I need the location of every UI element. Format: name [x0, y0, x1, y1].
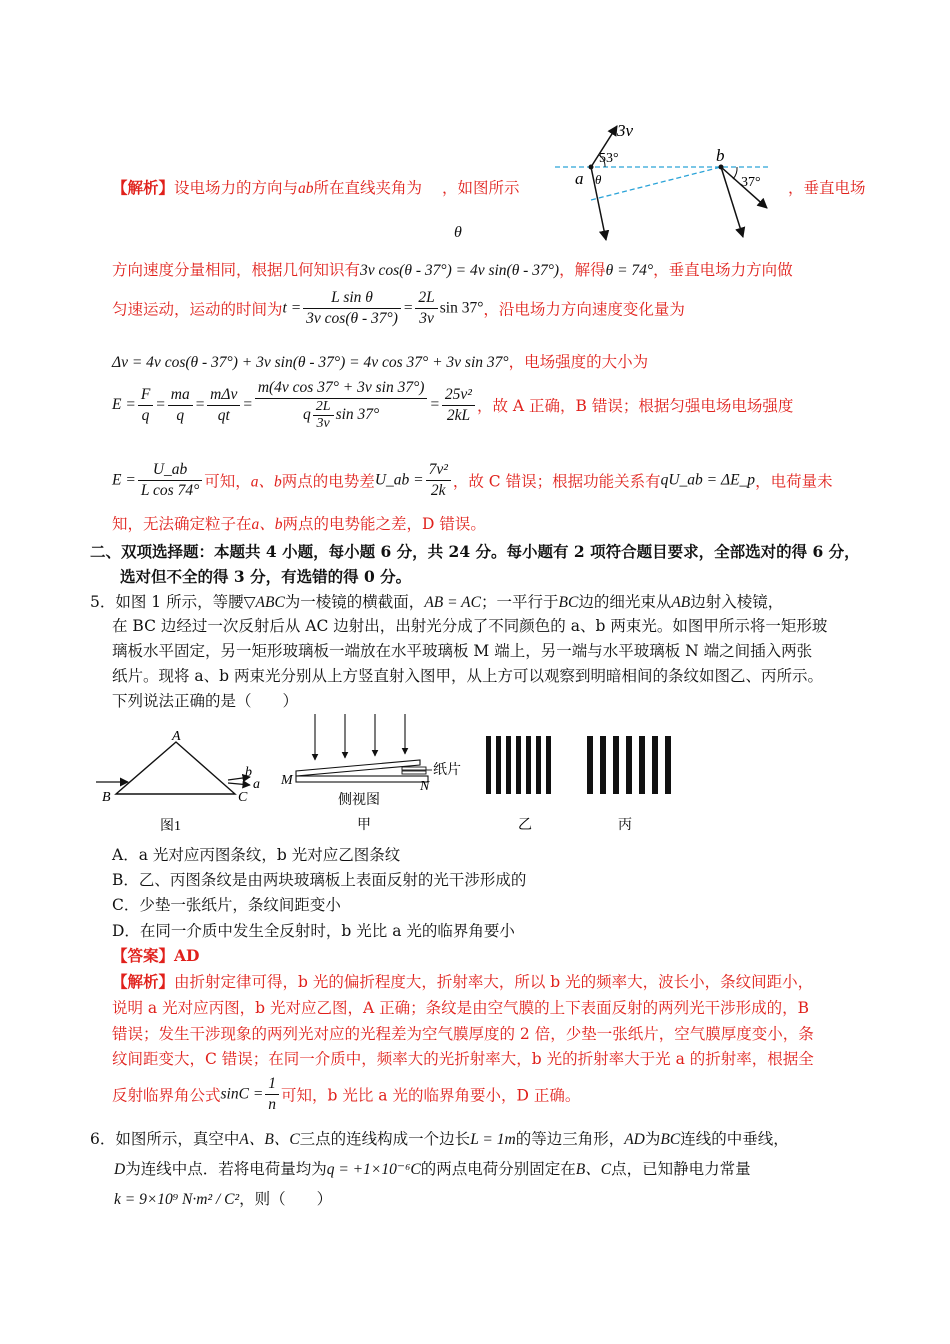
- q5-answer: 【答案】AD: [112, 946, 200, 965]
- q6-line2: D为连线中点．若将电荷量均为q = +1×10⁻⁶C的两点电荷分别固定在B、C点，已知静电力常量: [114, 1160, 751, 1178]
- point-a: [589, 165, 594, 170]
- time-fraction: $\frac{\text{L sin θ}}{\text{3v cos(θ - 37°)}}$: [303, 288, 401, 329]
- top-glass-plate: [296, 760, 420, 776]
- frac-Uab-Lcos: $\frac{U\_ab}{\text{L cos 74°}}$: [138, 460, 202, 501]
- label-3v: 3v: [617, 121, 634, 140]
- label-b: b: [716, 146, 725, 165]
- caption-bing: 丙: [618, 818, 632, 833]
- figure-jia-side-view: [278, 710, 478, 835]
- figure-bing-fringes: [584, 736, 674, 836]
- label-B: B: [102, 790, 111, 805]
- prism-triangle: [116, 742, 235, 794]
- frac-1-n: $\frac{1}{n}$: [265, 1074, 279, 1115]
- figure-1-prism: [90, 728, 275, 838]
- q4-analysis-line3: 匀速运动，运动的时间为t = $\frac{\text{L sin θ}}{\text{3v cos(θ - 37°)}}$ = $\frac{2L}{3v}$ sin 37°，沿电场力方向速度变化量为: [112, 289, 685, 327]
- q5-line4: 纸片。现将 a、b 两束光分别从上方竖直射入图甲，从上方可以观察到明暗相间的条纹如图乙、丙所示。: [112, 667, 824, 685]
- vector-diagram: [555, 118, 785, 248]
- q5-option-d[interactable]: D．在同一介质中发生全反射时，b 光比 a 光的临界角要小: [112, 922, 515, 940]
- q5-option-c[interactable]: C．少垫一张纸片，条纹间距变小: [112, 896, 341, 914]
- q6-line3: k = 9×10⁹ N·m² / C²，则（ ）: [114, 1190, 333, 1208]
- q4-analysis-line1: 【解析】设电场力的方向与ab所在直线夹角为 ，如图所示: [112, 178, 520, 197]
- q5-option-a[interactable]: A．a 光对应丙图条纹，b 光对应乙图条纹: [112, 846, 401, 864]
- caption-jia: 甲: [357, 818, 371, 833]
- figure-yi-fringes: [484, 736, 564, 836]
- q5-line3: 璃板水平固定，另一矩形玻璃板一端放在水平玻璃板 M 端上，另一端与水平玻璃板 N 端之间插入两张: [112, 642, 813, 660]
- q4-analysis-line5: E = $\frac{F}{q}$ = $\frac{ma}{q}$ = $\frac{\text{mΔv}}{qt}$ = m(4v cos 37° + 3v sin 37°) q $\frac{2L}{3v}$ sin 37° = $\frac{\text{25v²}}{2kL}$ ，故 A 正确，B 错误；根据匀强电场电场强度: [112, 379, 794, 431]
- q5-analysis-line3: 错误；发生干涉现象的两列光对应的光程差为空气膜厚度的 2 倍，少垫一张纸片，空气膜厚度变小，条: [112, 1025, 814, 1043]
- label-theta: θ: [595, 172, 602, 187]
- q5-line1: 5．如图 1 所示，等腰▽ABC为一棱镜的横截面，AB = AC；一平行于BC边的细光束从AB边射入棱镜，: [90, 593, 784, 611]
- frac-F-q: $\frac{F}{q}$: [138, 385, 153, 426]
- q5-analysis-line2: 说明 a 光对应丙图，b 光对应乙图，A 正确；条纹是由空气膜的上下表面反射的两列光干涉形成的，B: [112, 999, 809, 1017]
- q5-line5: 下列说法正确的是（ ）: [112, 692, 299, 710]
- q4-analysis-line7: 知，无法确定粒子在a、b两点的电势能之差，D 错误。: [112, 515, 486, 533]
- label-b: b: [245, 765, 252, 780]
- label-side-view: 侧视图: [338, 793, 380, 808]
- label-37: 37°: [741, 175, 761, 190]
- frac-mdv-qt: $\frac{\text{mΔv}}{qt}$: [207, 385, 240, 426]
- q4-analysis-line6: E = $\frac{U\_ab}{\text{L cos 74°}}$ 可知，a、b两点的电势差U_ab = $\frac{\text{7v²}}{2k}$ ，故 C 错误；根据功能关系有qU_ab = ΔE_p，电荷量未: [112, 461, 833, 499]
- ray-a: [228, 783, 250, 785]
- bottom-glass-plate: [296, 776, 428, 782]
- label-a: a: [575, 169, 584, 188]
- label-a: a: [253, 777, 260, 792]
- q5-analysis-line1: 【解析】由折射定律可得，b 光的偏折程度大，折射率大，所以 b 光的频率大，波长小，条纹间距小，: [112, 972, 814, 991]
- time-fraction-2: $\frac{2L}{3v}$: [415, 288, 437, 329]
- analysis-tag: 【解析】: [112, 178, 175, 197]
- caption-yi: 乙: [518, 818, 532, 833]
- caption-fig1: 图1: [160, 819, 181, 834]
- point-b: [719, 165, 724, 170]
- q4-analysis-line4: Δv = 4v cos(θ - 37°) + 3v sin(θ - 37°) = 4v cos 37° + 3v sin 37°，电场强度的大小为: [112, 353, 649, 371]
- frac-big: m(4v cos 37° + 3v sin 37°) q $\frac{2L}{3v}$ sin 37°: [255, 378, 428, 432]
- label-paper: 纸片: [433, 763, 461, 778]
- frac-25v2: $\frac{\text{25v²}}{2kL}$: [442, 385, 475, 426]
- q5-line2: 在 BC 边经过一次反射后从 AC 边射出，出射光分成了不同颜色的 a、b 两束光。如图甲所示将一矩形玻: [112, 617, 828, 635]
- q4-analysis-line2: 方向速度分量相同，根据几何知识有3v cos(θ - 37°) = 4v sin(θ - 37°)，解得θ = 74°，垂直电场力方向做: [112, 261, 793, 279]
- paper-2: [402, 771, 426, 774]
- section2-heading-line1: 二、双项选择题：本题共 4 小题，每小题 6 分，共 24 分。每小题有 2 项符合题目要求，全部选对的得 6 分，: [90, 542, 860, 561]
- label-N: N: [420, 779, 430, 794]
- label-53: 53°: [599, 151, 619, 166]
- theta-symbol: θ: [454, 224, 462, 241]
- analysis-tag: 【解析】: [112, 972, 175, 991]
- frac-ma-q: $\frac{ma}{q}$: [168, 385, 193, 426]
- frac-7v2-2k: $\frac{\text{7v²}}{2k}$: [426, 460, 451, 501]
- paper-1: [402, 767, 426, 770]
- dashed-line-diagonal: [591, 167, 721, 200]
- q5-analysis-line4: 纹间距变大，C 错误；在同一介质中，频率大的光折射率大，b 光的折射率大于光 a 的折射率，根据全: [112, 1050, 814, 1068]
- label-C: C: [238, 790, 248, 805]
- label-A: A: [172, 729, 181, 744]
- q6-line1: 6．如图所示，真空中A、B、C三点的连线构成一个边长L = 1m的等边三角形，AD为BC连线的中垂线，: [90, 1130, 789, 1148]
- q5-option-b[interactable]: B．乙、丙图条纹是由两块玻璃板上表面反射的光干涉形成的: [112, 871, 527, 889]
- q5-analysis-line5: 反射临界角公式sinC = $\frac{1}{n}$ 可知，b 光比 a 光的临界角要小，D 正确。: [112, 1075, 581, 1113]
- section2-heading-line2: 选对但不全的得 3 分，有选错的得 0 分。: [120, 567, 412, 586]
- q4-line1-tail: ，垂直电场: [788, 179, 866, 197]
- label-M: M: [281, 773, 293, 788]
